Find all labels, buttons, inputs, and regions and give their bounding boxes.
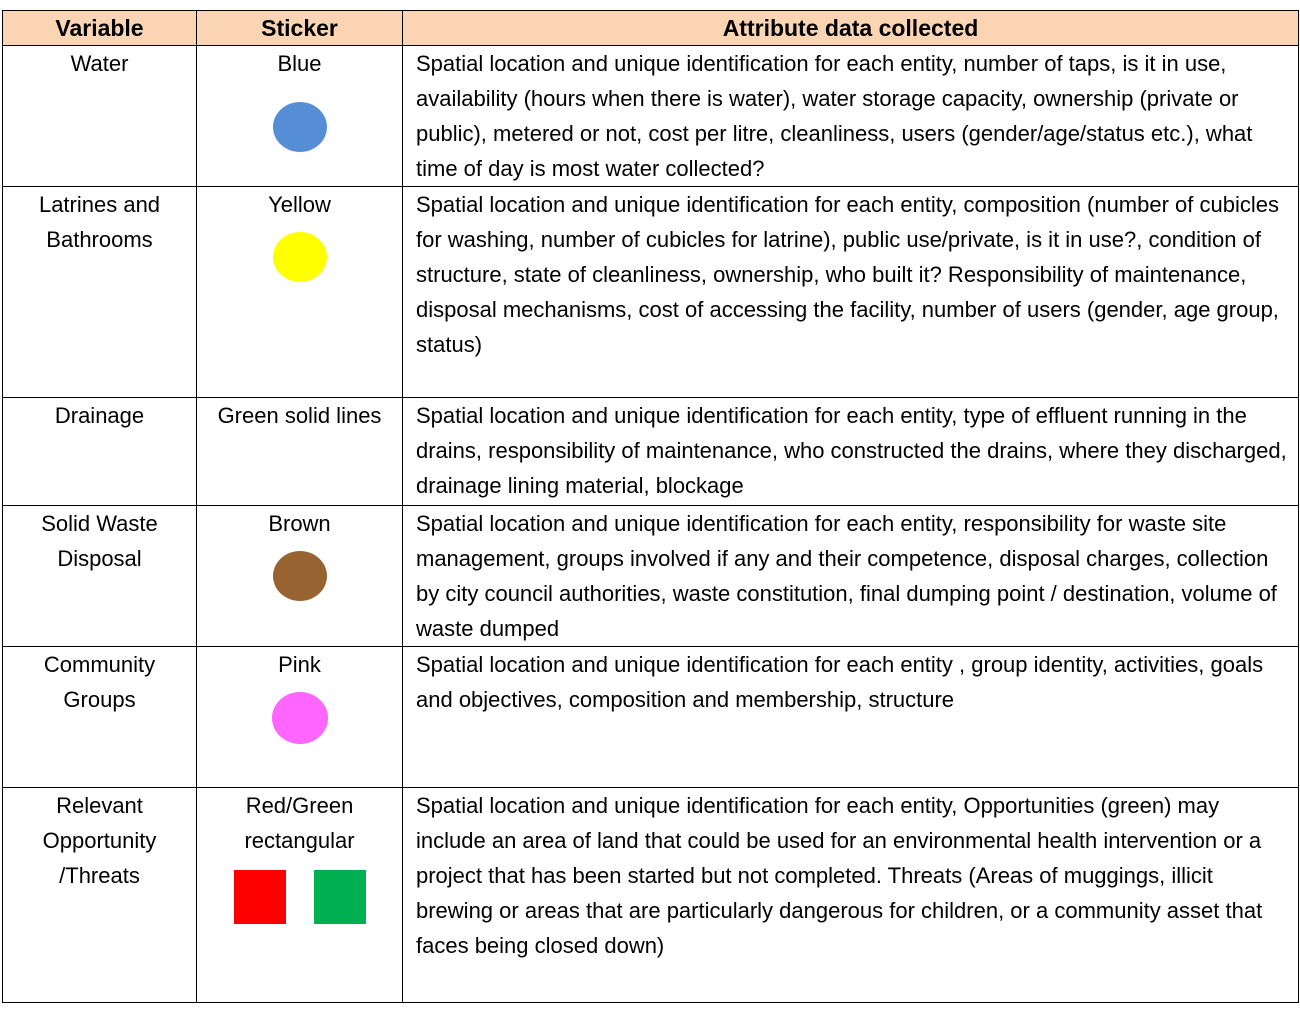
sticker-rectangles	[203, 870, 396, 924]
sticker-cell	[197, 187, 403, 398]
sticker-label: Red/Green rectangular	[244, 793, 355, 853]
variable-cell: Drainage	[3, 398, 197, 506]
sticker-cell	[197, 506, 403, 647]
table-row-community-groups	[3, 647, 1299, 788]
blue-circle-sticker-icon	[273, 102, 327, 152]
sticker-cell	[197, 46, 403, 187]
attribute-cell: Spatial location and unique identification for each entity, type of effluent running in the drains, responsibility of maintenance, who constructed the drains, where they discharged, drainage lining material, blockage	[403, 398, 1299, 506]
attribute-cell: Spatial location and unique identification for each entity , group identity, activities, goals and objectives, composition and membership, structure	[403, 647, 1299, 788]
variable-cell: Community Groups	[3, 647, 197, 788]
sticker-attribute-table	[2, 10, 1299, 1003]
header-attributes: Attribute data collected	[403, 11, 1299, 46]
table-row-drainage	[3, 398, 1299, 506]
header-row	[3, 11, 1299, 46]
sticker-cell	[197, 788, 403, 1003]
variable-cell: Water	[3, 46, 197, 187]
attribute-cell: Spatial location and unique identification for each entity, composition (number of cubicles for washing, number of cubicles for latrine), public use/private, is it in use?, condition of structure, state of cleanliness, ownership, who built it? Responsibility of maintenance, disposal mechanisms, cost of accessing the facility, number of users (gender, age group, status)	[403, 187, 1299, 398]
table-row-water	[3, 46, 1299, 187]
sticker-label: Blue	[277, 51, 322, 76]
sticker-label: Green solid lines	[217, 403, 382, 428]
sticker-label: Pink	[278, 652, 321, 677]
table-row-solid-waste	[3, 506, 1299, 647]
attribute-cell: Spatial location and unique identification for each entity, Opportunities (green) may include an area of land that could be used for an environmental health intervention or a project that has been started but not completed. Threats (Areas of muggings, illicit brewing or areas that are particularly dangerous for children, or a community asset that faces being closed down)	[403, 788, 1299, 1003]
sticker-label: Yellow	[268, 192, 331, 217]
attribute-cell: Spatial location and unique identification for each entity, responsibility for waste site management, groups involved if any and their competence, disposal charges, collection by city council authorities, waste constitution, final dumping point / destination, volume of waste dumped	[403, 506, 1299, 647]
brown-circle-sticker-icon	[273, 551, 327, 601]
variable-cell: Latrines and Bathrooms	[3, 187, 197, 398]
table-row-opportunity-threats	[3, 788, 1299, 1003]
header-variable: Variable	[3, 11, 197, 46]
header-sticker: Sticker	[197, 11, 403, 46]
variable-cell: Relevant Opportunity /Threats	[3, 788, 197, 1003]
sticker-cell	[197, 398, 403, 506]
variable-cell: Solid Waste Disposal	[3, 506, 197, 647]
sticker-cell	[197, 647, 403, 788]
yellow-circle-sticker-icon	[273, 232, 327, 282]
green-rectangle-sticker-icon	[314, 870, 366, 924]
table-row-latrines	[3, 187, 1299, 398]
red-rectangle-sticker-icon	[234, 870, 286, 924]
attribute-cell: Spatial location and unique identification for each entity, number of taps, is it in use, availability (hours when there is water), water storage capacity, ownership (private or public), metered or not, cost per litre, cleanliness, users (gender/age/status etc.), what time of day is most water collected?	[403, 46, 1299, 187]
sticker-label: Brown	[268, 511, 331, 536]
pink-circle-sticker-icon	[272, 692, 328, 744]
